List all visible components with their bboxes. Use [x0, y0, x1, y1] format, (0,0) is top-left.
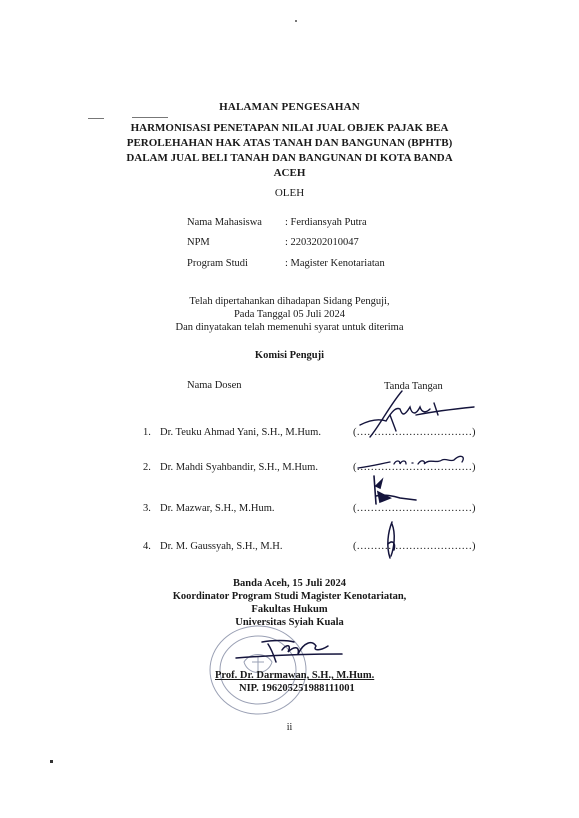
committee-title: Komisi Penguji	[254, 350, 325, 361]
thesis-title-line: PEROLEHAHAN HAK ATAS TANAH DAN BANGUNAN (BPHTB)	[126, 137, 453, 149]
statement-line: Pada Tanggal 05 Juli 2024	[233, 309, 346, 320]
signature-1	[350, 385, 480, 445]
column-signature-header: Tanda Tangan	[384, 381, 443, 392]
examiner-number: 1.	[143, 427, 151, 438]
examiner-number: 3.	[143, 503, 151, 514]
approval-statement	[0, 295, 579, 334]
university-name: Universitas Syiah Kuala	[235, 617, 344, 628]
signature-line: (……………………………)	[353, 503, 476, 514]
signature-line: (……………………………)	[353, 427, 476, 438]
statement-line: Telah dipertahankan dihadapan Sidang Penguji,	[189, 296, 390, 307]
examiner-number: 2.	[143, 462, 151, 473]
scan-mark	[88, 118, 104, 119]
statement-line: Dan dinyatakan telah memenuhi syarat untuk diterima	[175, 322, 404, 333]
program-value: : Magister Kenotariatan	[285, 258, 385, 269]
signature-line: (……………………………)	[353, 541, 476, 552]
examiner-name: Dr. M. Gaussyah, S.H., M.H.	[160, 541, 283, 552]
program-label: Program Studi	[187, 258, 248, 269]
coordinator-signature	[232, 636, 352, 672]
examiner-name: Dr. Teuku Ahmad Yani, S.H., M.Hum.	[160, 427, 321, 438]
column-name-header: Nama Dosen	[187, 380, 242, 391]
student-name-label: Nama Mahasiswa	[187, 217, 262, 228]
thesis-title-line: ACEH	[273, 167, 306, 179]
coordinator-name: Prof. Dr. Darmawan, S.H., M.Hum.	[215, 670, 375, 681]
place-date: Banda Aceh, 15 Juli 2024	[233, 578, 346, 589]
oleh-label: OLEH	[274, 187, 305, 199]
examiner-name: Dr. Mazwar, S.H., M.Hum.	[160, 503, 275, 514]
page-heading: HALAMAN PENGESAHAN	[219, 101, 360, 113]
signature-3	[368, 472, 428, 510]
thesis-title-line: HARMONISASI PENETAPAN NILAI JUAL OBJEK PAJAK BEA	[130, 122, 449, 134]
npm-value: : 2203202010047	[285, 237, 359, 248]
page-number: ii	[286, 722, 293, 733]
scan-mark	[132, 117, 168, 118]
examiner-name: Dr. Mahdi Syahbandir, S.H., M.Hum.	[160, 462, 318, 473]
student-name-value: : Ferdiansyah Putra	[285, 217, 367, 228]
signature-4	[378, 520, 408, 562]
coordinator-position: Koordinator Program Studi Magister Kenotariatan,	[172, 591, 407, 602]
thesis-title-line: DALAM JUAL BELI TANAH DAN BANGUNAN DI KOTA BANDA	[126, 152, 453, 164]
npm-label: NPM	[187, 237, 210, 248]
scan-dot	[295, 20, 297, 22]
coordinator-nip: NIP. 196205251988111001	[239, 683, 355, 694]
thesis-title	[0, 121, 579, 181]
examiner-number: 4.	[143, 541, 151, 552]
scan-dot	[50, 760, 53, 763]
signature-line: (……………………………)	[353, 462, 476, 473]
faculty-name: Fakultas Hukum	[251, 604, 328, 615]
